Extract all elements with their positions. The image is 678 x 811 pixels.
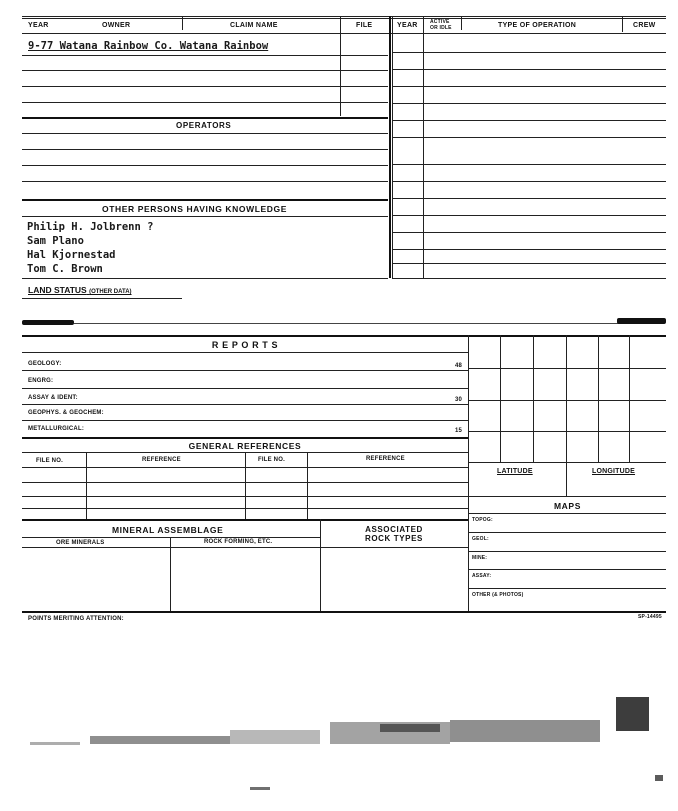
row-line (22, 437, 468, 439)
map-geol: GEOL: (472, 536, 489, 542)
row-line (22, 133, 388, 134)
gr-col-file-1: FILE NO. (36, 458, 63, 464)
gr-col-ref-1: REFERENCE (142, 457, 181, 463)
op-row-line (392, 181, 666, 182)
map-other: OTHER (& PHOTOS) (472, 592, 524, 598)
person-2: Sam Plano (27, 235, 84, 247)
row-line (22, 165, 388, 166)
longitude-label: LONGITUDE (592, 468, 636, 475)
sep-owner (182, 16, 183, 30)
report-geology-num: 48 (455, 363, 463, 369)
report-metallurgical-num: 15 (455, 428, 463, 434)
row-line (468, 588, 666, 589)
gr-col-ref-2: REFERENCE (366, 456, 405, 462)
op-row-line (392, 103, 666, 104)
divider (74, 323, 619, 324)
row-line (22, 86, 388, 87)
grid-col (566, 335, 567, 497)
row-line (22, 547, 468, 548)
op-row-line (392, 198, 666, 199)
reports-top (22, 335, 666, 337)
form-code: SP-14495 (638, 614, 662, 620)
gr-sep (307, 452, 308, 519)
sep-year (423, 16, 424, 278)
row-line (22, 420, 468, 421)
map-mine: MINE: (472, 555, 488, 561)
row-line (22, 117, 388, 119)
op-row-line (392, 232, 666, 233)
reports-right-border (468, 335, 469, 612)
grid-row (468, 400, 666, 401)
row-line (468, 551, 666, 552)
land-status-sub: (OTHER DATA) (89, 289, 132, 295)
assoc-line2: ROCK TYPES (364, 534, 423, 543)
op-row-line (392, 120, 666, 121)
operators-label: OPERATORS (176, 121, 232, 130)
top-rule-2 (22, 18, 666, 19)
row-line (22, 370, 468, 371)
op-row-line (392, 137, 666, 138)
grid-row (468, 462, 666, 463)
col-crew: CREW (633, 22, 656, 29)
grid-row (468, 368, 666, 369)
row-line (22, 278, 388, 279)
land-status-rule (22, 298, 182, 299)
row-line (22, 55, 388, 56)
associated-rock-types (321, 525, 467, 543)
rock-forming: ROCK FORMING, ETC. (204, 539, 273, 545)
op-row-line (392, 69, 666, 70)
report-metallurgical: METALLURGICAL: (28, 426, 85, 432)
smudge-left (22, 320, 74, 325)
sep-main-2 (392, 16, 393, 278)
grid-col (629, 335, 630, 462)
row-line (22, 199, 388, 201)
row-line (22, 149, 388, 150)
op-row-line (392, 52, 666, 53)
row-line (22, 537, 320, 538)
reports-title: R E P O R T S (211, 340, 279, 350)
col-year: YEAR (28, 22, 49, 29)
grid-row (468, 431, 666, 432)
assoc-line1: ASSOCIATED (365, 525, 423, 534)
op-row-line (392, 249, 666, 250)
row-line (22, 388, 468, 389)
top-rule (22, 16, 666, 17)
other-persons-label: OTHER PERSONS HAVING KNOWLEDGE (102, 204, 288, 214)
col-type-of-operation: TYPE OF OPERATION (498, 22, 577, 29)
row-line (468, 569, 666, 570)
sep-file (340, 16, 341, 116)
report-geology: GEOLOGY: (28, 361, 62, 367)
col-year-2: YEAR (397, 22, 418, 29)
sep-active (461, 16, 462, 30)
report-assay: ASSAY & IDENT: (28, 395, 78, 401)
report-geophys: GEOPHYS. & GEOCHEM: (28, 410, 104, 416)
op-row-line (392, 86, 666, 87)
col-active (430, 19, 452, 31)
land-status (28, 285, 132, 295)
sep-main (389, 16, 391, 278)
sep-crew (622, 16, 623, 32)
op-row-line (392, 164, 666, 165)
bottom-rule (22, 611, 666, 613)
gr-sep (245, 452, 246, 519)
op-row-line (392, 263, 666, 264)
person-3: Hal Kjornestad (27, 249, 116, 261)
person-4: Tom C. Brown (27, 263, 103, 275)
points-meriting-attention: POINTS MERITING ATTENTION: (28, 616, 124, 622)
row-line (22, 352, 468, 353)
smudge-right (617, 318, 666, 324)
person-1: Philip H. Jolbrenn ? (27, 221, 154, 233)
grid-col (500, 335, 501, 462)
row-line (22, 102, 388, 103)
min-sep (170, 537, 171, 612)
col-active-line2: OR IDLE (430, 25, 452, 31)
report-assay-num: 30 (455, 397, 463, 403)
grid-row (468, 496, 666, 497)
land-status-main: LAND STATUS (28, 285, 87, 295)
report-engrg: ENGRG: (28, 378, 54, 384)
gr-col-file-2: FILE NO. (258, 457, 285, 463)
row-line (468, 513, 666, 514)
maps-title: MAPS (554, 501, 581, 511)
gr-sep (86, 452, 87, 519)
latitude-label: LATITUDE (497, 468, 533, 475)
owner-entry: 9-77 Watana Rainbow Co. Watana Rainbow (28, 40, 269, 52)
col-claim-name: CLAIM NAME (230, 22, 278, 29)
general-references-title: GENERAL REFERENCES (188, 441, 302, 451)
col-active-line1: ACTIVE (430, 19, 450, 25)
op-row-line (392, 215, 666, 216)
row-line (22, 181, 388, 182)
map-topog: TOPOG: (472, 517, 493, 523)
row-line (22, 216, 388, 217)
mineral-title: MINERAL ASSEMBLAGE (112, 525, 224, 535)
op-row-line (392, 278, 666, 279)
ore-minerals: ORE MINERALS (56, 540, 105, 546)
map-assay: ASSAY: (472, 573, 492, 579)
col-file: FILE (356, 22, 373, 29)
row-line (468, 532, 666, 533)
header-bottom-rule (22, 33, 666, 34)
row-line (22, 519, 468, 521)
row-line (22, 70, 388, 71)
grid-col (533, 335, 534, 462)
row-line (22, 404, 468, 405)
col-owner: OWNER (102, 22, 131, 29)
grid-col (598, 335, 599, 462)
